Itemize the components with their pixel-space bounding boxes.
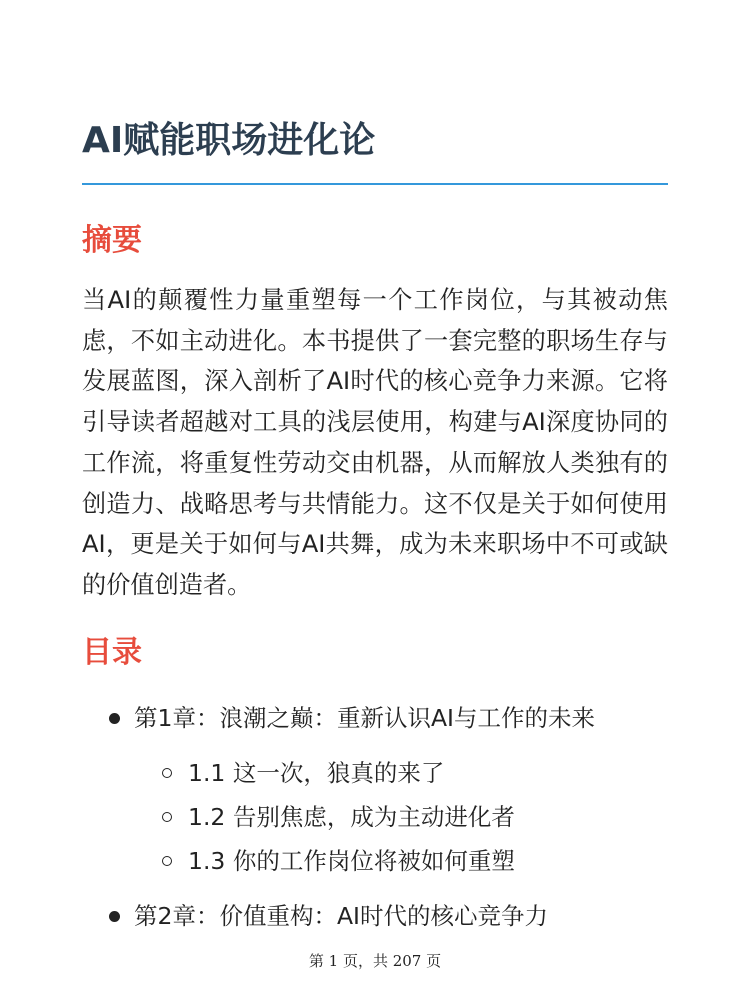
- toc-chapter-2[interactable]: 第2章：价值重构：AI时代的核心竞争力: [134, 902, 548, 930]
- book-title: AI赋能职场进化论: [82, 120, 376, 161]
- toc-heading: 目录: [82, 635, 142, 670]
- toc-section-1-3[interactable]: 1.3 你的工作岗位将被如何重塑: [188, 847, 515, 875]
- bullet-disc-icon: [109, 911, 120, 922]
- toc-section-1-2[interactable]: 1.2 告别焦虑，成为主动进化者: [188, 803, 515, 831]
- page-number-footer: 第 1 页，共 207 页: [308, 952, 442, 970]
- bullet-disc-icon: [109, 713, 120, 724]
- abstract-heading: 摘要: [82, 223, 142, 258]
- abstract-body: 当AI的颠覆性力量重塑每一个工作岗位，与其被动焦虑，不如主动进化。本书提供了一套完整的职场生存与发展蓝图，深入剖析了AI时代的核心竞争力来源。它将引导读者超越对工具的浅层使用，构建与AI深度协同的工作流，将重复性劳动交由机器，从而解放人类独有的创造力、战略思考与共情能力。这不仅是关于如何使用AI，更是关于如何与AI共舞，成为未来职场中不可或缺的价值创造者。: [82, 286, 668, 599]
- title-divider: [82, 183, 668, 185]
- bullet-circle-icon: [162, 768, 172, 778]
- bullet-circle-icon: [162, 856, 172, 866]
- toc-chapter-1[interactable]: 第1章：浪潮之巅：重新认识AI与工作的未来: [134, 704, 595, 732]
- toc-section-1-1[interactable]: 1.1 这一次，狼真的来了: [188, 759, 445, 787]
- bullet-circle-icon: [162, 812, 172, 822]
- document-page: [82, 0, 668, 1000]
